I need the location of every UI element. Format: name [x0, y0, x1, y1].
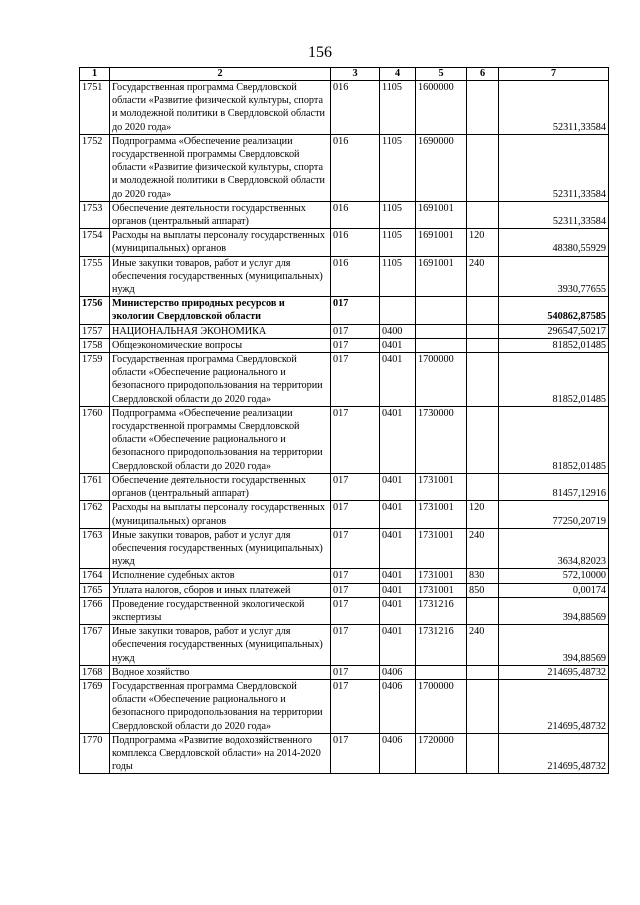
row-name-cell: Государственная программа Свердловской области «Обеспечение рационального и безопасного природопользования на территории Свердловской области до 2020 года» — [110, 353, 331, 407]
header-cell: 3 — [331, 68, 380, 81]
header-cell: 1 — [80, 68, 110, 81]
row-number-cell: 1770 — [80, 733, 110, 774]
row-code-cell: 017 — [331, 679, 380, 733]
row-target-cell: 1600000 — [416, 81, 467, 135]
row-number-cell: 1758 — [80, 338, 110, 352]
table-row — [80, 665, 609, 679]
row-number-cell: 1754 — [80, 229, 110, 256]
row-target-cell: 1731001 — [416, 528, 467, 569]
table-row — [80, 134, 609, 201]
row-amount-cell: 3634,82023 — [499, 528, 609, 569]
row-section-cell: 0401 — [380, 583, 416, 597]
row-code-cell: 017 — [331, 597, 380, 624]
row-type-cell — [467, 473, 499, 500]
row-code-cell: 016 — [331, 256, 380, 297]
row-section-cell: 0406 — [380, 733, 416, 774]
row-target-cell: 1731001 — [416, 569, 467, 583]
table-row — [80, 583, 609, 597]
row-target-cell — [416, 665, 467, 679]
row-name-cell: Обеспечение деятельности государственных органов (центральный аппарат) — [110, 473, 331, 500]
table-row — [80, 201, 609, 228]
row-number-cell: 1761 — [80, 473, 110, 500]
row-section-cell — [380, 297, 416, 324]
row-code-cell: 016 — [331, 201, 380, 228]
table-row — [80, 733, 609, 774]
row-section-cell: 1105 — [380, 229, 416, 256]
row-section-cell: 1105 — [380, 201, 416, 228]
row-name-cell: Подпрограмма «Обеспечение реализации государственной программы Свердловской области «Обеспечение рационального и безопасного природопользования на территории Свердловской области до 2020 года» — [110, 406, 331, 473]
row-target-cell: 1730000 — [416, 406, 467, 473]
row-section-cell: 0401 — [380, 569, 416, 583]
row-name-cell: Уплата налогов, сборов и иных платежей — [110, 583, 331, 597]
row-code-cell: 017 — [331, 297, 380, 324]
header-cell: 4 — [380, 68, 416, 81]
row-section-cell: 0401 — [380, 473, 416, 500]
table-row — [80, 297, 609, 324]
row-target-cell — [416, 338, 467, 352]
row-amount-cell: 52311,33584 — [499, 201, 609, 228]
row-type-cell: 850 — [467, 583, 499, 597]
row-code-cell: 017 — [331, 733, 380, 774]
row-name-cell: Расходы на выплаты персоналу государственных (муниципальных) органов — [110, 501, 331, 528]
row-section-cell: 0401 — [380, 625, 416, 666]
table-row — [80, 324, 609, 338]
row-amount-cell: 0,00174 — [499, 583, 609, 597]
row-code-cell: 017 — [331, 501, 380, 528]
row-type-cell — [467, 406, 499, 473]
row-type-cell — [467, 665, 499, 679]
row-type-cell — [467, 297, 499, 324]
table-row — [80, 597, 609, 624]
row-number-cell: 1763 — [80, 528, 110, 569]
row-number-cell: 1769 — [80, 679, 110, 733]
row-number-cell: 1767 — [80, 625, 110, 666]
row-code-cell: 017 — [331, 625, 380, 666]
row-amount-cell: 48380,55929 — [499, 229, 609, 256]
row-amount-cell: 296547,50217 — [499, 324, 609, 338]
header-cell: 2 — [110, 68, 331, 81]
row-amount-cell: 3930,77655 — [499, 256, 609, 297]
row-type-cell — [467, 201, 499, 228]
row-target-cell: 1691001 — [416, 229, 467, 256]
row-code-cell: 016 — [331, 134, 380, 201]
row-target-cell: 1731001 — [416, 583, 467, 597]
page-number: 156 — [308, 44, 332, 61]
row-name-cell: Подпрограмма «Развитие водохозяйственного комплекса Свердловской области» на 2014-2020 годы — [110, 733, 331, 774]
row-code-cell: 017 — [331, 353, 380, 407]
table-row — [80, 229, 609, 256]
row-number-cell: 1755 — [80, 256, 110, 297]
row-amount-cell: 394,88569 — [499, 625, 609, 666]
row-name-cell: Иные закупки товаров, работ и услуг для обеспечения государственных (муниципальных) нужд — [110, 625, 331, 666]
header-cell: 7 — [499, 68, 609, 81]
table-row — [80, 473, 609, 500]
row-target-cell: 1700000 — [416, 679, 467, 733]
row-type-cell: 830 — [467, 569, 499, 583]
row-amount-cell: 81852,01485 — [499, 353, 609, 407]
row-section-cell: 0401 — [380, 353, 416, 407]
row-section-cell: 0401 — [380, 528, 416, 569]
row-section-cell: 0400 — [380, 324, 416, 338]
row-name-cell: Государственная программа Свердловской области «Развитие физической культуры, спорта и молодежной политики в Свердловской области до 2020 года» — [110, 81, 331, 135]
table-row — [80, 569, 609, 583]
row-amount-cell: 81852,01485 — [499, 406, 609, 473]
row-number-cell: 1765 — [80, 583, 110, 597]
row-amount-cell: 52311,33584 — [499, 134, 609, 201]
table-row — [80, 625, 609, 666]
row-code-cell: 016 — [331, 229, 380, 256]
budget-table — [79, 67, 609, 774]
row-amount-cell: 81852,01485 — [499, 338, 609, 352]
row-section-cell: 0401 — [380, 406, 416, 473]
table-row — [80, 338, 609, 352]
row-code-cell: 017 — [331, 528, 380, 569]
row-section-cell: 0406 — [380, 665, 416, 679]
row-amount-cell: 214695,48732 — [499, 679, 609, 733]
row-code-cell: 017 — [331, 569, 380, 583]
row-type-cell — [467, 733, 499, 774]
row-type-cell: 120 — [467, 501, 499, 528]
row-name-cell: Общеэкономические вопросы — [110, 338, 331, 352]
row-code-cell: 016 — [331, 81, 380, 135]
row-target-cell: 1691001 — [416, 256, 467, 297]
row-section-cell: 1105 — [380, 256, 416, 297]
row-type-cell — [467, 679, 499, 733]
table-row — [80, 353, 609, 407]
row-number-cell: 1764 — [80, 569, 110, 583]
row-amount-cell: 77250,20719 — [499, 501, 609, 528]
row-code-cell: 017 — [331, 665, 380, 679]
row-number-cell: 1768 — [80, 665, 110, 679]
table-header-row — [80, 68, 609, 81]
row-type-cell: 240 — [467, 256, 499, 297]
row-code-cell: 017 — [331, 583, 380, 597]
row-target-cell — [416, 324, 467, 338]
row-amount-cell: 572,10000 — [499, 569, 609, 583]
row-target-cell: 1720000 — [416, 733, 467, 774]
row-type-cell — [467, 597, 499, 624]
table-row — [80, 81, 609, 135]
row-type-cell: 240 — [467, 625, 499, 666]
row-section-cell: 0401 — [380, 501, 416, 528]
row-target-cell: 1731216 — [416, 625, 467, 666]
row-target-cell: 1690000 — [416, 134, 467, 201]
row-amount-cell: 214695,48732 — [499, 665, 609, 679]
row-name-cell: Расходы на выплаты персоналу государственных (муниципальных) органов — [110, 229, 331, 256]
row-name-cell: Исполнение судебных актов — [110, 569, 331, 583]
header-cell: 5 — [416, 68, 467, 81]
row-code-cell: 017 — [331, 473, 380, 500]
row-name-cell: Проведение государственной экологической экспертизы — [110, 597, 331, 624]
row-number-cell: 1760 — [80, 406, 110, 473]
row-name-cell: Иные закупки товаров, работ и услуг для обеспечения государственных (муниципальных) нужд — [110, 528, 331, 569]
row-target-cell: 1731216 — [416, 597, 467, 624]
row-type-cell: 240 — [467, 528, 499, 569]
table-row — [80, 528, 609, 569]
row-type-cell — [467, 324, 499, 338]
row-name-cell: Иные закупки товаров, работ и услуг для обеспечения государственных (муниципальных) нужд — [110, 256, 331, 297]
row-number-cell: 1756 — [80, 297, 110, 324]
row-target-cell — [416, 297, 467, 324]
row-number-cell: 1751 — [80, 81, 110, 135]
table-row — [80, 679, 609, 733]
row-number-cell: 1766 — [80, 597, 110, 624]
row-type-cell — [467, 353, 499, 407]
row-section-cell: 1105 — [380, 134, 416, 201]
row-name-cell: НАЦИОНАЛЬНАЯ ЭКОНОМИКА — [110, 324, 331, 338]
row-number-cell: 1757 — [80, 324, 110, 338]
row-section-cell: 0401 — [380, 338, 416, 352]
table-row — [80, 406, 609, 473]
row-section-cell: 1105 — [380, 81, 416, 135]
row-amount-cell: 214695,48732 — [499, 733, 609, 774]
row-target-cell: 1731001 — [416, 501, 467, 528]
row-target-cell: 1700000 — [416, 353, 467, 407]
row-code-cell: 017 — [331, 338, 380, 352]
row-type-cell — [467, 338, 499, 352]
row-name-cell: Подпрограмма «Обеспечение реализации государственной программы Свердловской области «Развитие физической культуры, спорта и молодежной политики в Свердловской области до 2020 года» — [110, 134, 331, 201]
row-amount-cell: 394,88569 — [499, 597, 609, 624]
row-type-cell: 120 — [467, 229, 499, 256]
table-body — [80, 68, 609, 774]
row-section-cell: 0406 — [380, 679, 416, 733]
row-code-cell: 017 — [331, 324, 380, 338]
row-name-cell: Государственная программа Свердловской области «Обеспечение рационального и безопасного природопользования на территории Свердловской области до 2020 года» — [110, 679, 331, 733]
row-name-cell: Министерство природных ресурсов и экологии Свердловской области — [110, 297, 331, 324]
row-code-cell: 017 — [331, 406, 380, 473]
row-number-cell: 1753 — [80, 201, 110, 228]
row-section-cell: 0401 — [380, 597, 416, 624]
table-row — [80, 501, 609, 528]
row-number-cell: 1752 — [80, 134, 110, 201]
row-target-cell: 1691001 — [416, 201, 467, 228]
row-amount-cell: 540862,87585 — [499, 297, 609, 324]
table-row — [80, 256, 609, 297]
row-target-cell: 1731001 — [416, 473, 467, 500]
row-type-cell — [467, 134, 499, 201]
row-amount-cell: 52311,33584 — [499, 81, 609, 135]
header-cell: 6 — [467, 68, 499, 81]
row-name-cell: Водное хозяйство — [110, 665, 331, 679]
row-type-cell — [467, 81, 499, 135]
row-number-cell: 1759 — [80, 353, 110, 407]
row-number-cell: 1762 — [80, 501, 110, 528]
row-name-cell: Обеспечение деятельности государственных органов (центральный аппарат) — [110, 201, 331, 228]
row-amount-cell: 81457,12916 — [499, 473, 609, 500]
